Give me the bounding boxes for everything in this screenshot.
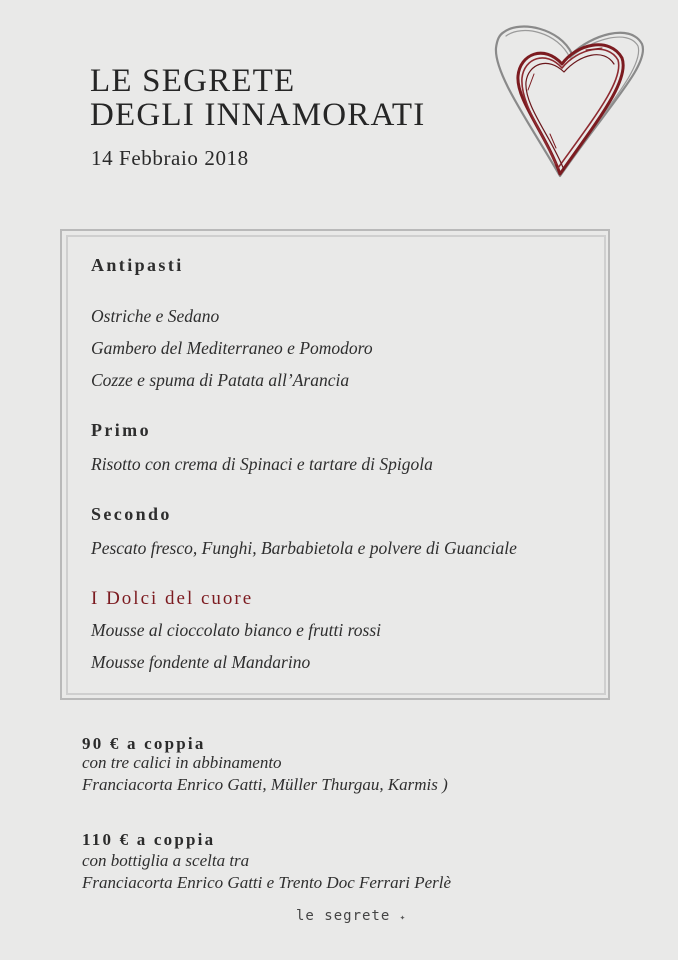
menu-item: Mousse fondente al Mandarino	[91, 652, 311, 672]
menu-item: Risotto con crema di Spinaci e tartare di Spigola	[91, 454, 433, 474]
outer-heart-icon	[496, 27, 643, 176]
page-title	[90, 64, 425, 132]
section-heading-antipasti: Antipasti	[91, 255, 184, 275]
menu-item: Ostriche e Sedano	[91, 306, 220, 326]
event-date: 14 Febbraio 2018	[91, 146, 249, 170]
menu-item: Gambero del Mediterraneo e Pomodoro	[91, 338, 373, 358]
section-heading-secondo: Secondo	[91, 504, 172, 524]
section-heading-primo: Primo	[91, 420, 151, 440]
title-line-2: DEGLI INNAMORATI	[90, 97, 426, 133]
offer-1-line-2: Franciacorta Enrico Gatti, Müller Thurgau, Karmis )	[82, 775, 448, 794]
menu-item: Mousse al cioccolato bianco e frutti rossi	[91, 620, 382, 640]
offer-1-line-1: con tre calici in abbinamento	[82, 753, 282, 772]
logo-text: le segrete	[296, 908, 391, 924]
price-offer-1: 90 € a coppia	[82, 734, 206, 753]
double-heart-icon	[490, 14, 650, 184]
section-heading-dolci: I Dolci del cuore	[91, 588, 254, 609]
sparkle-icon: ✦	[399, 913, 407, 923]
menu-item: Cozze e spuma di Patata all’Arancia	[91, 370, 350, 390]
offer-2-line-2: Franciacorta Enrico Gatti e Trento Doc Ferrari Perlè	[82, 873, 452, 892]
brand-logo	[296, 908, 406, 924]
price-offer-2: 110 € a coppia	[82, 830, 216, 849]
menu-item: Pescato fresco, Funghi, Barbabietola e polvere di Guanciale	[91, 538, 517, 558]
offer-2-line-1: con bottiglia a scelta tra	[82, 851, 250, 870]
title-line-1: LE SEGRETE	[90, 63, 296, 99]
